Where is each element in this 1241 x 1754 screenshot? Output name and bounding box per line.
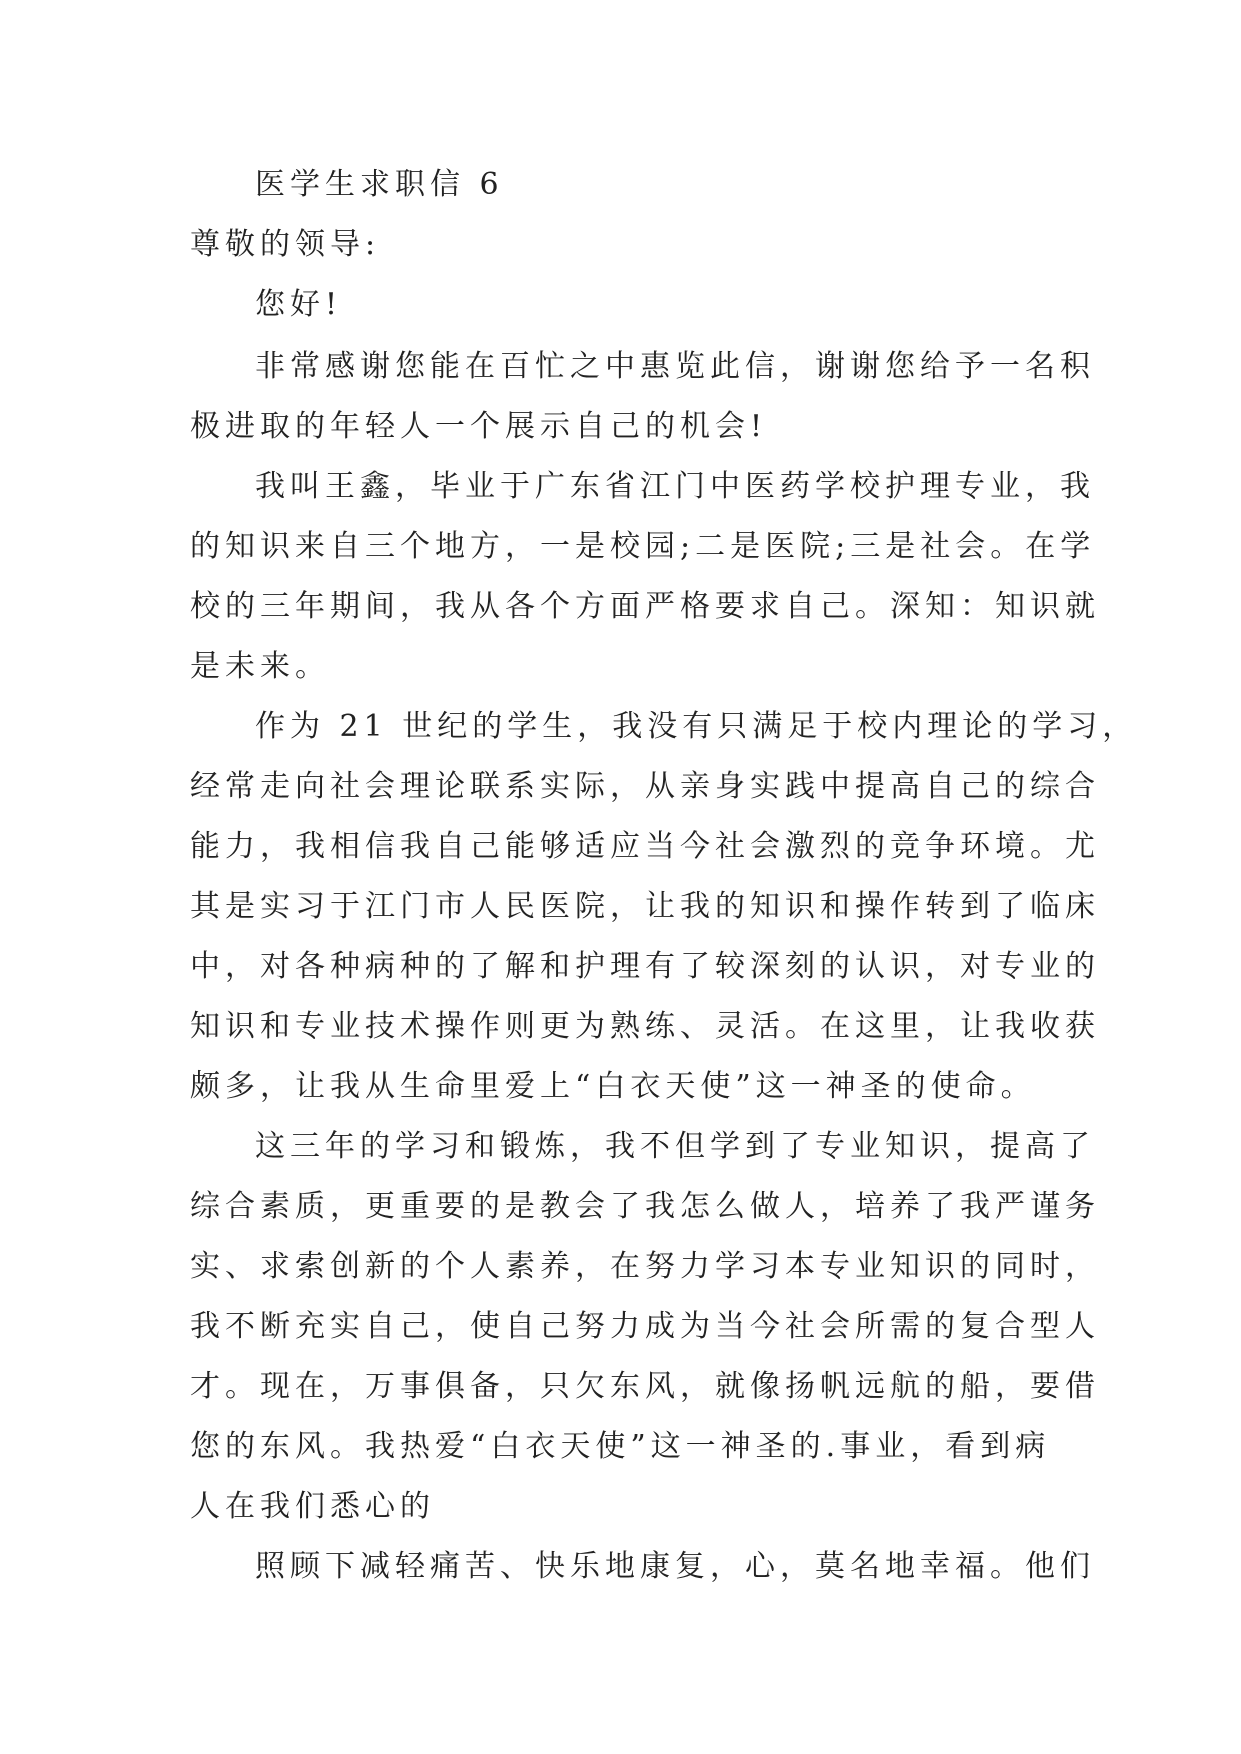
text-line: 非常感谢您能在百忙之中惠览此信，谢谢您给予一名积: [255, 349, 1095, 384]
text-line: 这三年的学习和锻炼，我不但学到了专业知识，提高了: [255, 1129, 1095, 1164]
text-line: 颇多，让我从生命里爱上“白衣天使”这一神圣的使命。: [190, 1069, 1036, 1104]
text-line: 经常走向社会理论联系实际，从亲身实践中提高自己的综合: [190, 769, 1100, 804]
text-line: 综合素质，更重要的是教会了我怎么做人，培养了我严谨务: [190, 1189, 1100, 1224]
text-line: 您好!: [255, 287, 343, 322]
text-line: 照顾下减轻痛苦、快乐地康复，心，莫名地幸福。他们: [255, 1549, 1095, 1584]
text-line: 能力，我相信我自己能够适应当今社会激烈的竞争环境。尤: [190, 829, 1100, 864]
text-line: 实、求索创新的个人素养，在努力学习本专业知识的同时，: [190, 1249, 1100, 1284]
document-title: 医学生求职信 6: [255, 167, 504, 202]
text-line: 极进取的年轻人一个展示自己的机会!: [190, 409, 768, 444]
text-line: 我不断充实自己，使自己努力成为当今社会所需的复合型人: [190, 1309, 1100, 1344]
salutation: 尊敬的领导:: [190, 227, 381, 262]
text-line: 其是实习于江门市人民医院，让我的知识和操作转到了临床: [190, 889, 1100, 924]
text-line: 人在我们悉心的: [190, 1489, 435, 1524]
text-line: 作为 21 世纪的学生，我没有只满足于校内理论的学习，: [255, 709, 1138, 744]
text-line: 知识和专业技术操作则更为熟练、灵活。在这里，让我收获: [190, 1009, 1100, 1044]
text-line: 是未来。: [190, 649, 330, 684]
text-line: 的知识来自三个地方，一是校园;二是医院;三是社会。在学: [190, 529, 1096, 564]
text-line: 中，对各种病种的了解和护理有了较深刻的认识，对专业的: [190, 949, 1100, 984]
text-line: 您的东风。我热爱“白衣天使”这一神圣的.事业，看到病: [190, 1429, 1051, 1464]
text-line: 校的三年期间，我从各个方面严格要求自己。深知：知识就: [190, 589, 1100, 624]
text-line: 才。现在，万事俱备，只欠东风，就像扬帆远航的船，要借: [190, 1369, 1100, 1404]
text-line: 我叫王鑫，毕业于广东省江门中医药学校护理专业，我: [255, 469, 1095, 504]
